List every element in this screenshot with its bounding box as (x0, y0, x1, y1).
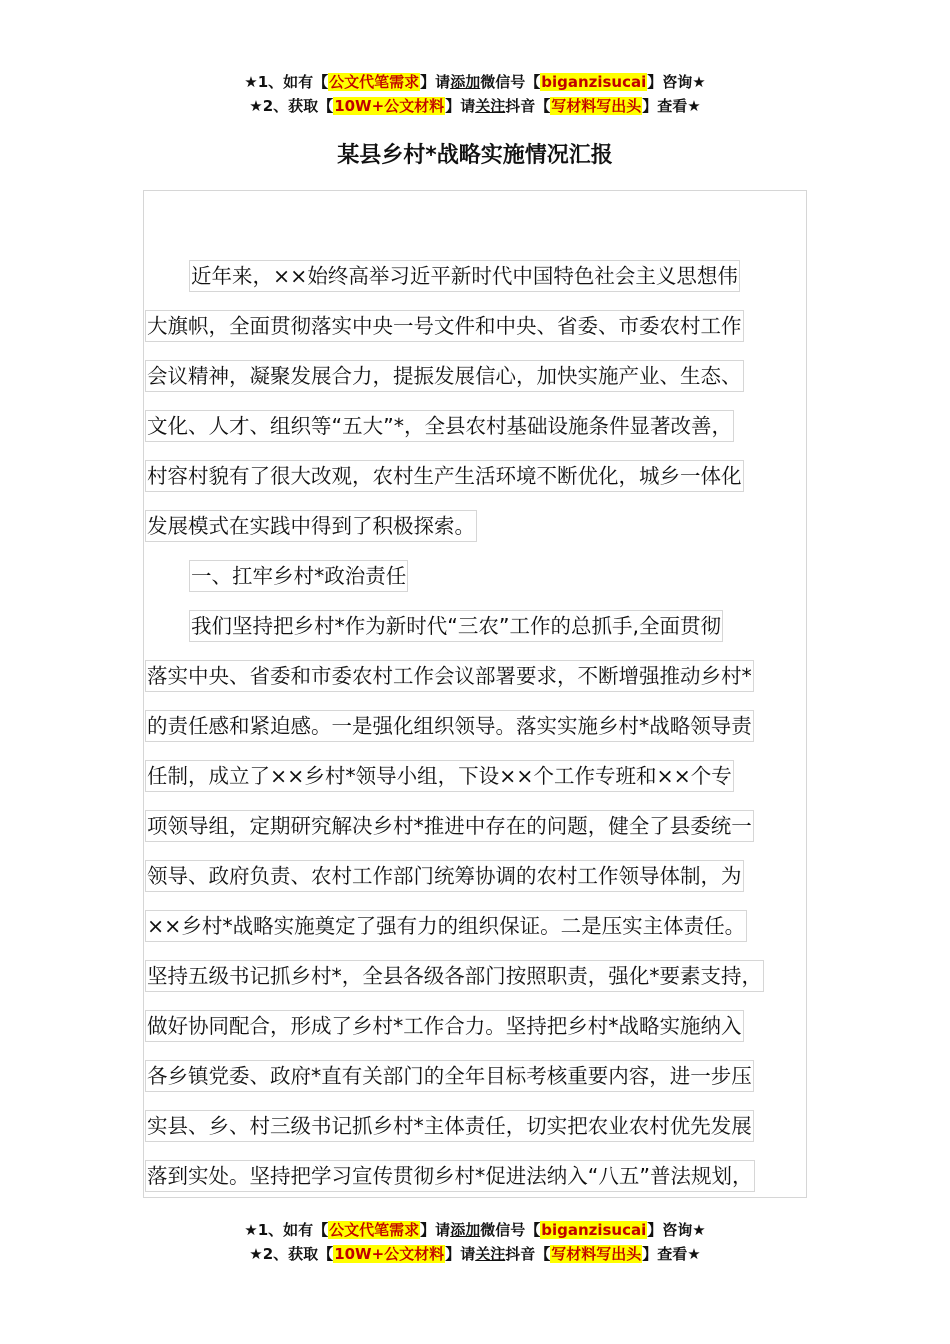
promo-text: 】咨询★ (647, 73, 706, 91)
promo-underlined: 添加 (450, 1221, 481, 1239)
promo-header (0, 70, 950, 118)
paragraph-line (145, 1152, 825, 1202)
line-text: ××乡村*战略实施奠定了强有力的组织保证。二是压实主体责任。 (145, 910, 747, 942)
promo-text: ★1、如有【 (244, 73, 329, 91)
line-text: 村容村貌有了很大改观，农村生产生活环境不断优化，城乡一体化 (145, 460, 744, 492)
promo-text: 】咨询★ (647, 1221, 706, 1239)
promo-wechat-id: biganzisucai (541, 1221, 647, 1239)
line-text: 的责任感和紧迫感。一是强化组织领导。落实实施乡村*战略领导责 (145, 710, 754, 742)
promo-douyin-id: 写材料写出头 (551, 1245, 642, 1263)
promo-highlight: 10W+公文材料 (334, 97, 445, 115)
promo-text: ★1、如有【 (244, 1221, 329, 1239)
promo-footer (0, 1218, 950, 1266)
paragraph-line (145, 1052, 825, 1102)
promo-text: 】请 (445, 97, 476, 115)
paragraph-line (145, 302, 825, 352)
line-text: 大旗帜，全面贯彻落实中央一号文件和中央、省委、市委农村工作 (145, 310, 744, 342)
paragraph-line (145, 652, 825, 702)
paragraph-line (145, 602, 825, 652)
promo-line-1 (0, 70, 950, 94)
paragraph-line (145, 702, 825, 752)
line-text: 我们坚持把乡村*作为新时代“三农”工作的总抓手,全面贯彻 (189, 610, 723, 642)
promo-text: 】请 (420, 73, 451, 91)
paragraph-line (145, 402, 825, 452)
promo-line-1 (0, 1218, 950, 1242)
promo-line-2 (0, 1242, 950, 1266)
promo-highlight: 公文代笔需求 (329, 1221, 420, 1239)
line-text: 实县、乡、村三级书记抓乡村*主体责任，切实把农业农村优先发展 (145, 1110, 754, 1142)
paragraph-line (145, 1102, 825, 1152)
paragraph-line (145, 1002, 825, 1052)
promo-underlined: 关注 (475, 97, 506, 115)
paragraph-line (145, 902, 825, 952)
paragraph-line (145, 252, 825, 302)
line-text: 领导、政府负责、农村工作部门统筹协调的农村工作领导体制，为 (145, 860, 744, 892)
promo-line-2 (0, 94, 950, 118)
paragraph-line (145, 852, 825, 902)
promo-text: 】请 (420, 1221, 451, 1239)
paragraph-line (145, 352, 825, 402)
line-text: 发展模式在实践中得到了积极探索。 (145, 510, 477, 542)
promo-text: 抖音【 (505, 1245, 551, 1263)
line-text: 各乡镇党委、政府*直有关部门的全年目标考核重要内容，进一步压 (145, 1060, 754, 1092)
document-body (145, 252, 825, 1202)
paragraph-line (145, 802, 825, 852)
line-text: 近年来，××始终高举习近平新时代中国特色社会主义思想伟 (189, 260, 740, 292)
promo-douyin-id: 写材料写出头 (551, 97, 642, 115)
document-title: 某县乡村*战略实施情况汇报 (337, 143, 613, 168)
section-heading (145, 552, 825, 602)
line-text: 会议精神，凝聚发展合力，提振发展信心，加快实施产业、生态、 (145, 360, 744, 392)
line-text: 项领导组，定期研究解决乡村*推进中存在的问题，健全了县委统一 (145, 810, 754, 842)
promo-text: ★2、获取【 (249, 97, 334, 115)
promo-underlined: 添加 (450, 73, 481, 91)
paragraph-line (145, 452, 825, 502)
promo-highlight: 公文代笔需求 (329, 73, 420, 91)
promo-highlight: 10W+公文材料 (334, 1245, 445, 1263)
heading-text: 一、扛牢乡村*政治责任 (189, 560, 408, 592)
promo-text: 抖音【 (505, 97, 551, 115)
line-text: 做好协同配合，形成了乡村*工作合力。坚持把乡村*战略实施纳入 (145, 1010, 744, 1042)
promo-text: ★2、获取【 (249, 1245, 334, 1263)
line-text: 坚持五级书记抓乡村*，全县各级各部门按照职责，强化*要素支持， (145, 960, 764, 992)
promo-text: 微信号【 (480, 73, 541, 91)
promo-text: 】请 (445, 1245, 476, 1263)
paragraph-line (145, 502, 825, 552)
line-text: 落实中央、省委和市委农村工作会议部署要求，不断增强推动乡村* (145, 660, 754, 692)
line-text: 落到实处。坚持把学习宣传贯彻乡村*促进法纳入“八五”普法规划， (145, 1160, 755, 1192)
promo-text: 】查看★ (642, 97, 701, 115)
promo-wechat-id: biganzisucai (541, 73, 647, 91)
promo-underlined: 关注 (475, 1245, 506, 1263)
paragraph-line (145, 952, 825, 1002)
paragraph-line (145, 752, 825, 802)
promo-text: 】查看★ (642, 1245, 701, 1263)
line-text: 任制，成立了××乡村*领导小组，下设××个工作专班和××个专 (145, 760, 734, 792)
promo-text: 微信号【 (480, 1221, 541, 1239)
line-text: 文化、人才、组织等“五大”*，全县农村基础设施条件显著改善， (145, 410, 734, 442)
